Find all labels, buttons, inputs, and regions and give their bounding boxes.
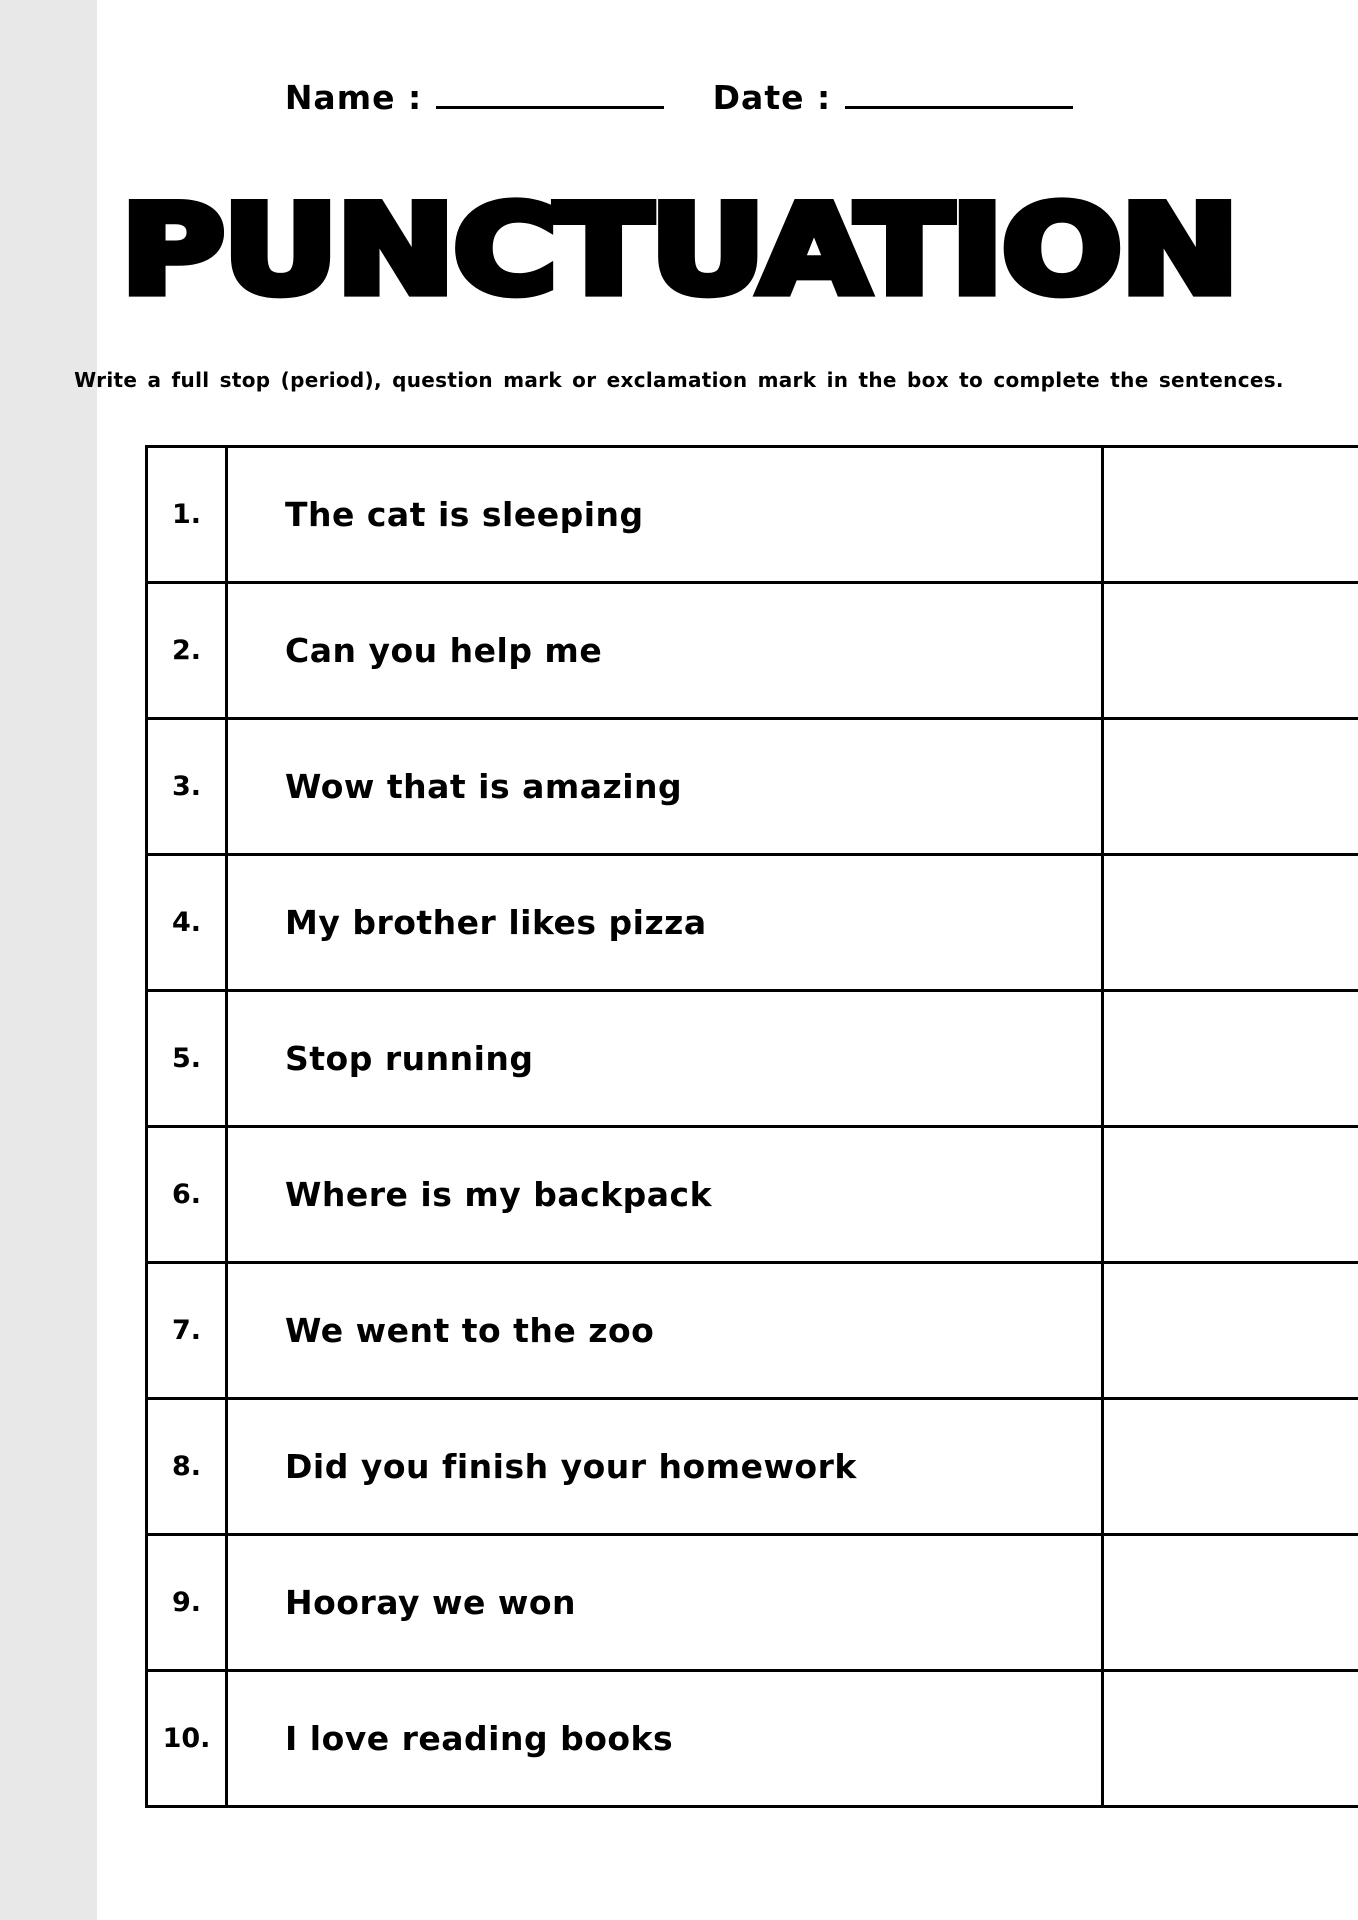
table-row: [147, 1535, 1358, 1671]
table-row: [147, 1127, 1358, 1263]
sentence-text: Can you help me: [227, 583, 1103, 719]
table-row: [147, 1263, 1358, 1399]
table-row: [147, 1671, 1358, 1807]
date-label: Date :: [712, 78, 832, 117]
sentence-text: Hooray we won: [227, 1535, 1103, 1671]
sentence-text: The cat is sleeping: [227, 447, 1103, 583]
answer-box[interactable]: [1103, 855, 1358, 991]
answer-box[interactable]: [1103, 1263, 1358, 1399]
answer-box[interactable]: [1103, 1399, 1358, 1535]
table-row: [147, 719, 1358, 855]
answer-box[interactable]: [1103, 1671, 1358, 1807]
sentence-text: I love reading books: [227, 1671, 1103, 1807]
row-number: 6.: [147, 1127, 227, 1263]
row-number: 9.: [147, 1535, 227, 1671]
sentence-text: Where is my backpack: [227, 1127, 1103, 1263]
sentence-text: Did you finish your homework: [227, 1399, 1103, 1535]
row-number: 2.: [147, 583, 227, 719]
instructions-text: Write a full stop (period), question mark or exclamation mark in the box to complete the sentences.: [74, 368, 1284, 392]
name-blank-line[interactable]: [436, 82, 664, 109]
row-number: 7.: [147, 1263, 227, 1399]
table-row: [147, 447, 1358, 583]
table-row: [147, 991, 1358, 1127]
row-number: 8.: [147, 1399, 227, 1535]
row-number: 3.: [147, 719, 227, 855]
answer-box[interactable]: [1103, 583, 1358, 719]
row-number: 1.: [147, 447, 227, 583]
answer-box[interactable]: [1103, 1127, 1358, 1263]
sentence-text: Wow that is amazing: [227, 719, 1103, 855]
date-blank-line[interactable]: [845, 82, 1073, 109]
table-row: [147, 1399, 1358, 1535]
answer-box[interactable]: [1103, 719, 1358, 855]
answer-box[interactable]: [1103, 991, 1358, 1127]
punctuation-table: [145, 445, 1358, 1808]
worksheet-title: PUNCTUATION: [120, 179, 1238, 322]
row-number: 10.: [147, 1671, 227, 1807]
answer-box[interactable]: [1103, 1535, 1358, 1671]
sentence-text: Stop running: [227, 991, 1103, 1127]
sentence-text: We went to the zoo: [227, 1263, 1103, 1399]
sentence-text: My brother likes pizza: [227, 855, 1103, 991]
name-label: Name :: [284, 78, 423, 117]
answer-box[interactable]: [1103, 447, 1358, 583]
row-number: 5.: [147, 991, 227, 1127]
table-row: [147, 583, 1358, 719]
table-row: [147, 855, 1358, 991]
name-date-header: [0, 78, 1358, 117]
row-number: 4.: [147, 855, 227, 991]
